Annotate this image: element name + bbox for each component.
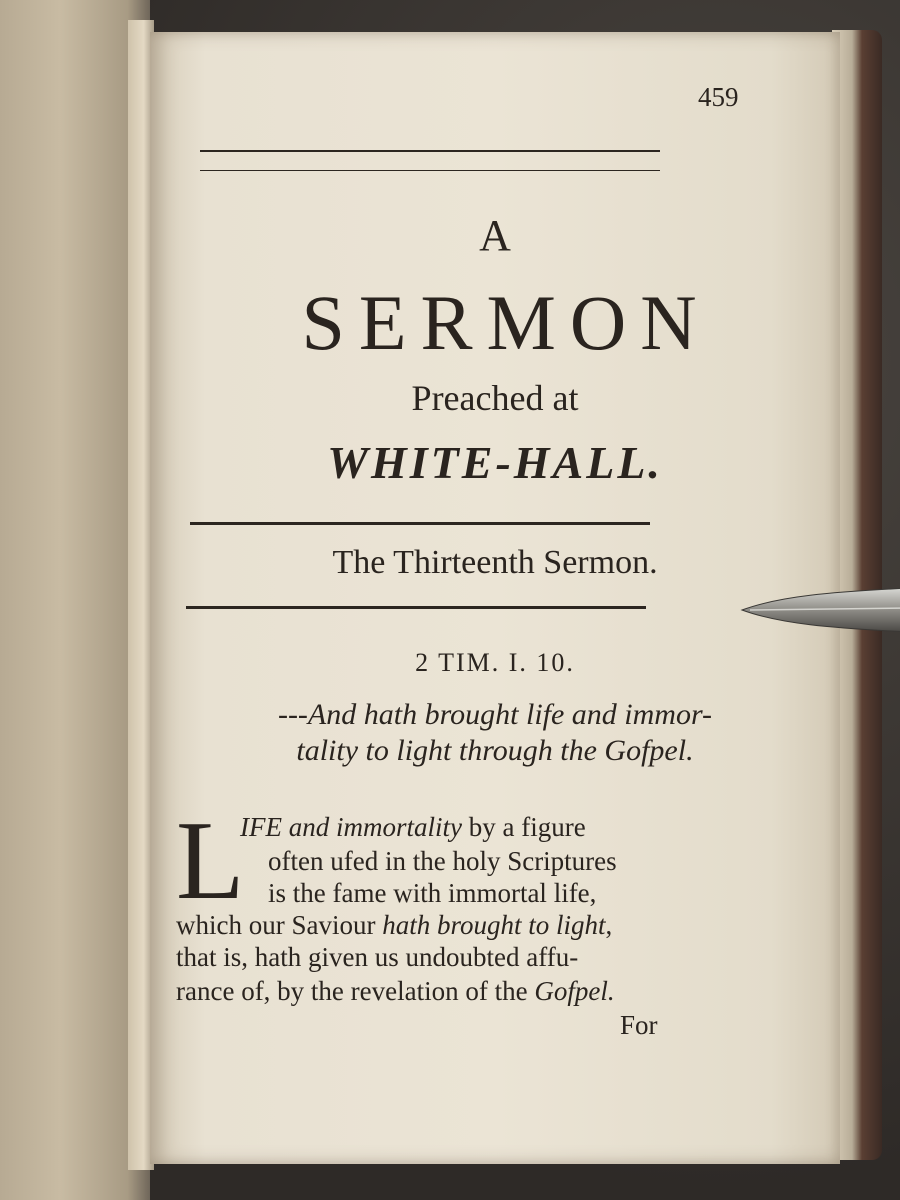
catchword: For <box>620 1010 658 1040</box>
title-heading: SERMON <box>301 279 711 366</box>
body-line-6 <box>176 978 615 1005</box>
scripture-reference: 2 TIM. I. 10. <box>415 648 575 677</box>
epigraph-line-2: tality to light through the Gofpel. <box>296 734 694 767</box>
body-line-3: is the fame with immortal life, <box>268 878 597 908</box>
body-line-1-rest: by a figure <box>461 812 586 842</box>
title-article: A <box>479 211 511 260</box>
body-line-4-b: , <box>605 910 613 940</box>
body-line-5: that is, hath given us undoubted affu- <box>176 942 579 972</box>
body-line-6-italic: Gofpel. <box>534 976 615 1006</box>
body-line-6-a: rance of, by the revelation of the <box>176 976 535 1006</box>
drop-cap: L <box>176 799 245 923</box>
title-preached: Preached at <box>411 378 579 418</box>
rule-above-label <box>190 522 650 525</box>
epigraph-line-1: ---And hath brought life and immor- <box>277 698 713 731</box>
page-number: 459 <box>698 82 739 112</box>
body-line-1-italic: IFE and immortality <box>240 812 462 842</box>
top-rule-1 <box>200 150 660 152</box>
body-line-2: often ufed in the holy Scriptures <box>268 846 617 876</box>
body-line-4-italic: hath brought to light <box>382 910 606 940</box>
rule-below-label <box>186 606 646 609</box>
body-line-1 <box>240 814 586 841</box>
body-line-4-a: which our Saviour <box>176 910 383 940</box>
top-rule-2 <box>200 170 660 171</box>
body-line-4 <box>176 912 612 939</box>
title-place: WHITE-HALL. <box>327 437 663 488</box>
letter-opener-blade <box>740 582 900 638</box>
sermon-label: The Thirteenth Sermon. <box>332 544 658 581</box>
